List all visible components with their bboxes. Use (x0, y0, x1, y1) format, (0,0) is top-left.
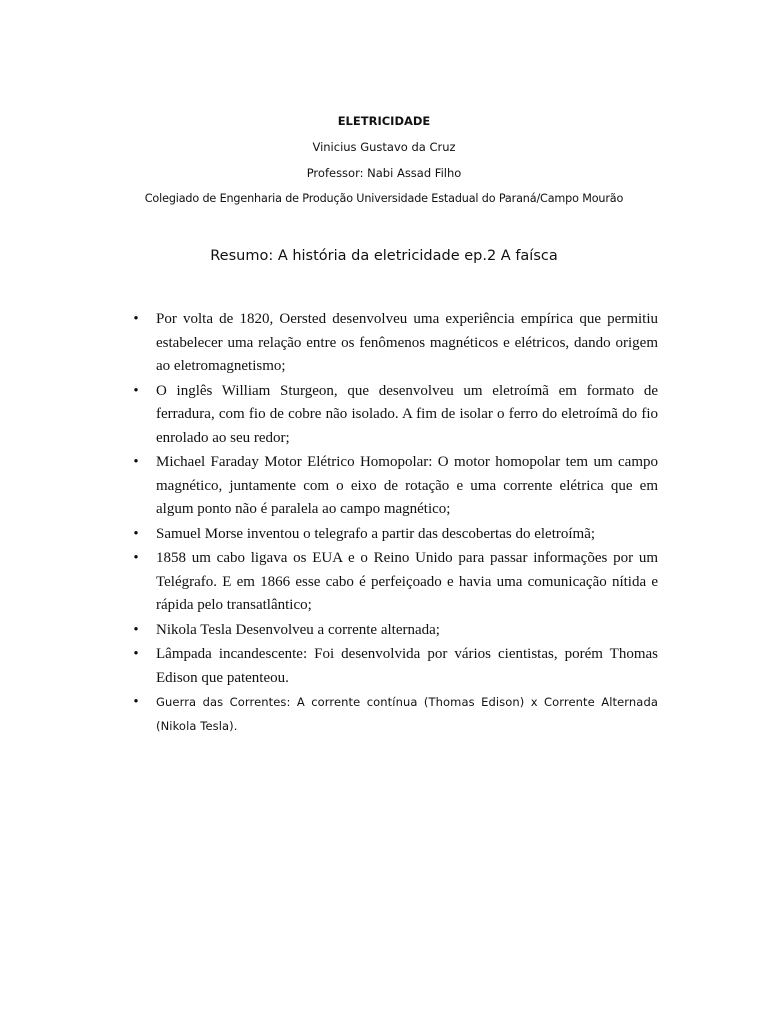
list-item (124, 547, 658, 618)
list-item-text: Guerra das Correntes: A corrente contínua (Thomas Edison) x Corrente Alternada (Nikola Tesla). (156, 695, 658, 733)
bullet-icon: • (133, 694, 139, 710)
list-item (124, 380, 658, 451)
bullet-icon: • (133, 525, 139, 542)
list-item-text: Samuel Morse inventou o telegrafo a partir das descobertas do eletroímã; (156, 525, 596, 542)
list-item (124, 451, 658, 522)
bullet-list (124, 308, 658, 739)
bullet-icon: • (133, 550, 139, 566)
list-item (124, 619, 658, 643)
list-item-text: 1858 um cabo ligava os EUA e o Reino Unido para passar informações por um Telégrafo. E em 1866 esse cabo é perfeiçoado e havia uma comunicação nítida e rápida pelo transatlântico; (156, 550, 658, 613)
bullet-icon: • (133, 646, 139, 662)
document-header (0, 112, 768, 216)
list-item (124, 691, 658, 738)
bullet-icon: • (133, 382, 139, 399)
document-title: ELETRICIDADE (337, 114, 431, 128)
list-item-text: Michael Faraday Motor Elétrico Homopolar: O motor homopolar tem um campo magnético, juntamente com o eixo de rotação e uma corrente elétrica que em algum ponto não é paralela ao campo magnético; (156, 454, 658, 517)
list-item-text: Lâmpada incandescente: Foi desenvolvida por vários cientistas, porém Thomas Edison que patenteou. (156, 646, 658, 686)
list-item (124, 523, 658, 547)
summary-heading: Resumo: A história da eletricidade ep.2 A faísca (210, 248, 558, 264)
list-item-text: Nikola Tesla Desenvolveu a corrente alternada; (156, 621, 440, 638)
list-item-text: Por volta de 1820, Oersted desenvolveu uma experiência empírica que permitiu estabelecer uma relação entre os fenômenos magnéticos e elétricos, dando origem ao eletromagnetismo; (156, 311, 658, 374)
list-item-text: O inglês William Sturgeon, que desenvolveu um eletroímã em formato de ferradura, com fio de cobre não isolado. A fim de isolar o ferro do eletroímã do fio enrolado ao seu redor; (156, 382, 658, 446)
department-line: Colegiado de Engenharia de Produção Universidade Estadual do Paraná/Campo Mourão (144, 192, 624, 205)
list-item (124, 643, 658, 690)
author-name: Vinicius Gustavo da Cruz (312, 140, 456, 154)
bullet-icon: • (133, 621, 139, 638)
bullet-icon: • (133, 454, 139, 470)
bullet-icon: • (133, 311, 139, 327)
professor-name: Professor: Nabi Assad Filho (306, 166, 462, 180)
list-item (124, 308, 658, 379)
